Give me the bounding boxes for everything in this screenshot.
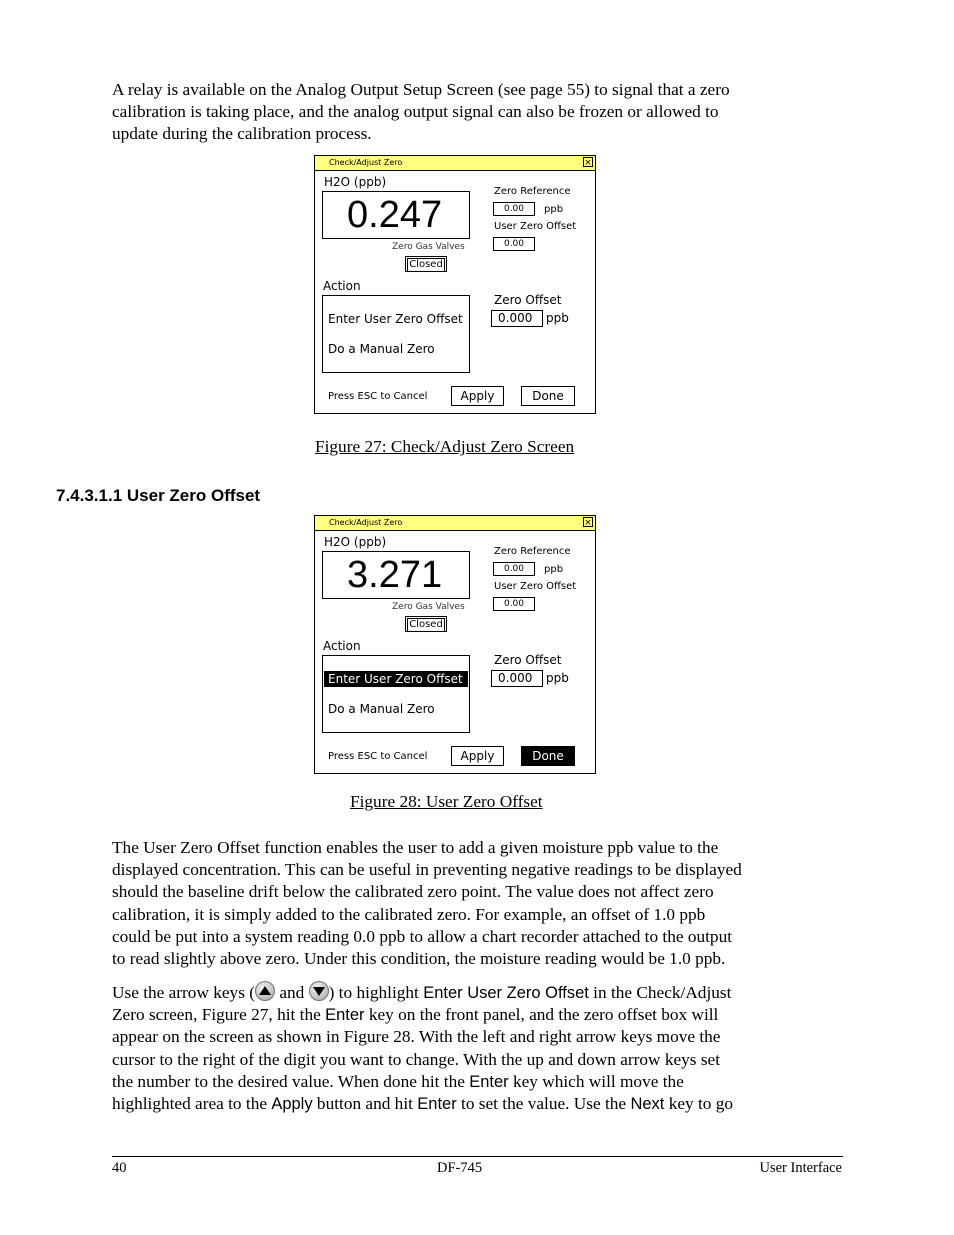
h2o-value-box [322,551,470,599]
zero-offset-unit: ppb [546,671,569,685]
text-run: in the Check/Adjust [588,983,732,1002]
h2o-value: 3.271 [347,554,443,596]
zero-reference-unit: ppb [544,204,564,215]
zero-offset-label: Zero Offset [494,653,562,667]
dialog-title: Check/Adjust Zero [329,518,403,527]
check-adjust-zero-dialog-fig28 [314,515,596,774]
esc-hint: Press ESC to Cancel [328,391,428,402]
zero-gas-valves-label: Zero Gas Valves [392,242,465,252]
h2o-label: H2O (ppb) [324,175,387,189]
close-icon[interactable]: × [584,518,592,528]
apply-button[interactable]: Apply [451,746,504,766]
text-run: key on the front panel, and the zero offset box will [364,1005,719,1025]
body-line: calibration, it is simply added to the calibrated zero. For example, an offset of 1.0 ppb [112,904,706,924]
text-run: key which will move the [508,1071,684,1091]
up-arrow-key-icon [255,981,275,1001]
zero-reference-unit: ppb [544,564,564,575]
valves-state-button[interactable] [405,616,447,632]
h2o-value-box [322,191,470,239]
valves-state-label: Closed [407,258,445,272]
action-list [322,295,470,373]
body-line: to read slightly above zero. Under this condition, the moisture reading would be 1.0 ppb. [112,949,726,969]
zero-reference-label: Zero Reference [494,546,571,557]
action-label: Action [323,279,361,293]
body-line: displayed concentration. This can be useful in preventing negative readings to be displayed [112,860,742,880]
section-heading: 7.4.3.1.1 User Zero Offset [56,486,261,505]
body-paragraph-2 [112,981,832,1115]
text-run: and [275,983,309,1002]
footer-doc-id: DF-745 [437,1160,483,1176]
text-run: the number to the desired value. When done hit the [112,1071,470,1091]
text-run: Zero screen, Figure 27, hit the [112,1005,326,1025]
valves-state-button[interactable] [405,256,447,272]
zero-offset-field[interactable]: 0.000 [491,670,543,687]
zero-reference-label: Zero Reference [494,186,571,197]
text-run: Enter [469,1072,509,1091]
zero-reference-field[interactable]: 0.00 [493,562,535,576]
text-run: to set the value. Use the [456,1094,631,1114]
body-paragraph-1 [112,837,812,970]
esc-hint: Press ESC to Cancel [328,751,428,762]
body-line: could be put into a system reading 0.0 ppb to allow a chart recorder attached to the output [112,926,733,946]
zero-offset-unit: ppb [546,311,569,325]
check-adjust-zero-dialog-fig27 [314,155,596,414]
zero-offset-label: Zero Offset [494,293,562,307]
body-line [112,1093,832,1115]
intro-line: A relay is available on the Analog Output Setup Screen (see page 55) to signal that a zero [112,80,730,99]
figure-27-caption: Figure 27: Check/Adjust Zero Screen [315,437,575,456]
body-line [112,1071,832,1093]
action-label: Action [323,639,361,653]
zero-reference-field[interactable]: 0.00 [493,202,535,216]
text-run: Enter User Zero Offset [423,984,589,1002]
dialog-titlebar [315,516,595,531]
action-list [322,655,470,733]
action-item-do-manual-zero[interactable]: Do a Manual Zero [328,702,435,716]
text-run: ) to highlight [328,983,424,1002]
intro-paragraph [112,79,812,146]
down-arrow-key-icon [309,981,329,1001]
close-icon[interactable]: × [584,158,592,168]
body-line [112,981,832,1004]
apply-button[interactable]: Apply [451,386,504,406]
body-line: cursor to the right of the digit you want to change. With the up and down arrow keys set [112,1049,721,1069]
user-zero-offset-field[interactable]: 0.00 [493,597,535,611]
zero-gas-valves-label: Zero Gas Valves [392,602,465,612]
intro-line: calibration is taking place, and the analog output signal can also be frozen or allowed to [112,102,719,122]
dialog-titlebar [315,156,595,171]
text-run: Enter [325,1006,365,1025]
text-run: Use the arrow keys ( [112,983,256,1002]
footer-section: User Interface [759,1160,842,1176]
action-item-enter-user-zero-offset[interactable]: Enter User Zero Offset [324,671,468,687]
text-run: button and hit [312,1094,418,1114]
zero-offset-field[interactable]: 0.000 [491,310,543,327]
text-run: highlighted area to the [112,1094,272,1114]
valves-state-label: Closed [407,618,445,632]
h2o-value: 0.247 [347,194,443,236]
figure-28-caption: Figure 28: User Zero Offset [350,792,543,811]
body-line: should the baseline drift below the calibrated zero point. The value does not affect zero [112,882,714,902]
user-zero-offset-label: User Zero Offset [494,221,577,232]
action-item-do-manual-zero[interactable]: Do a Manual Zero [328,342,435,356]
user-zero-offset-field[interactable]: 0.00 [493,237,535,251]
body-line: The User Zero Offset function enables the user to add a given moisture ppb value to the [112,838,719,857]
body-line [112,1004,832,1026]
text-run: Enter [417,1095,457,1114]
action-item-enter-user-zero-offset[interactable]: Enter User Zero Offset [328,312,463,326]
footer-divider [112,1156,843,1157]
body-line: appear on the screen as shown in Figure 28. With the left and right arrow keys move the [112,1027,721,1047]
done-button[interactable]: Done [521,386,575,406]
h2o-label: H2O (ppb) [324,535,387,549]
text-run: Next [630,1095,665,1114]
user-zero-offset-label: User Zero Offset [494,581,577,592]
text-run: key to go [664,1094,734,1114]
footer-page-number: 40 [112,1160,127,1176]
done-button[interactable]: Done [521,746,575,766]
intro-line: update during the calibration process. [112,124,372,144]
dialog-title: Check/Adjust Zero [329,158,403,167]
text-run: Apply [271,1095,313,1114]
